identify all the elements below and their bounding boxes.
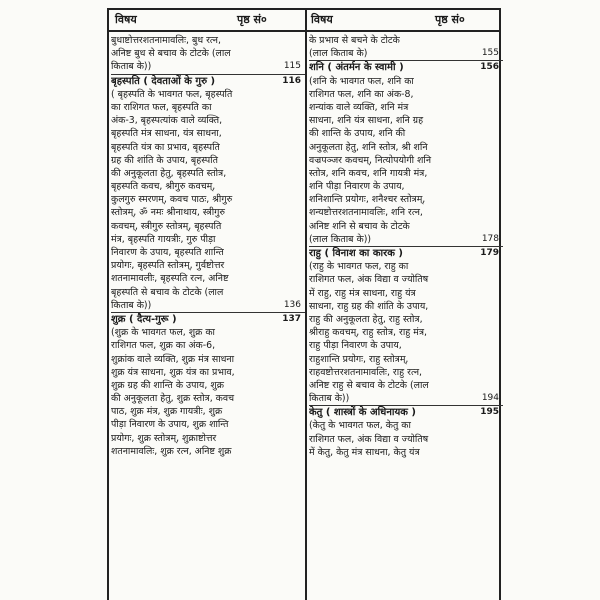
right-line — [309, 419, 503, 432]
left-line — [111, 259, 305, 272]
right-line — [309, 34, 503, 47]
right-line — [309, 287, 503, 300]
entry-text: अंक-3, बृहस्पत्यांक वाले व्यक्ति, — [111, 115, 223, 127]
left-line — [111, 233, 305, 246]
page-number: 155 — [481, 48, 499, 59]
entry-text: में केतु, केतु मंत्र साधना, केतु यंत्र — [309, 446, 420, 458]
right-page-heading: पृष्ठ सं० — [435, 13, 465, 26]
entry-text: (शुक्र के भावगत फल, शुक्र का — [111, 327, 215, 339]
entry-text: राशिगत फल, शुक्र का अंक-6, — [111, 340, 216, 352]
entry-text: अनिष्ट बुध से बचाव के टोटके (लाल — [111, 48, 231, 60]
entry-text: मंत्र, बृहस्पति गायत्रीः, गुरु पीड़ा — [111, 233, 216, 245]
entry-text: शुक्रांक वाले व्यक्ति, शुक्र मंत्र साधना — [111, 353, 235, 365]
left-line — [111, 299, 305, 312]
entry-text: प्रयोगः, शुक्र स्तोत्रम्, शुक्राष्टोत्तर — [111, 432, 217, 444]
left-line — [111, 101, 305, 114]
right-line — [309, 114, 503, 127]
entry-text: वज्रपञ्जर कवचम्, नित्योपयोगी शनि — [309, 154, 432, 166]
left-line — [111, 88, 305, 101]
right-line — [309, 220, 503, 233]
entry-text: का राशिगत फल, बृहस्पति का — [111, 101, 212, 113]
entry-text: अनिष्ट शनि से बचाव के टोटके — [309, 220, 410, 232]
entry-text: के प्रभाव से बचने के टोटके — [309, 35, 400, 46]
right-line — [309, 379, 503, 392]
right-line — [309, 353, 503, 366]
entry-text: साधना, राहु ग्रह की शांति के उपाय, — [309, 300, 429, 312]
entry-text: (शनि के भावगत फल, शनि का — [309, 75, 414, 87]
entry-text: स्तोत्रम्, ॐ नमः श्रीनाथाय, स्त्रीगुरु — [111, 207, 226, 219]
right-line — [309, 154, 503, 167]
entry-text: राशिगत फल, अंक विद्या व ज्योतिष — [309, 433, 429, 445]
entry-text: पीड़ा निवारण के उपाय, शुक्र शान्ति — [111, 419, 229, 431]
entry-text: शन्यांक वाले व्यक्ति, शनि मंत्र — [309, 101, 409, 113]
left-page-heading: पृष्ठ सं० — [237, 13, 267, 26]
left-entry-heading — [111, 312, 305, 326]
left-line — [111, 60, 305, 73]
left-line — [111, 220, 305, 233]
left-line — [111, 167, 305, 180]
entry-text: राहवष्टोत्तरशतनामावलिः, राहु रत्न, — [309, 366, 423, 378]
right-line — [309, 167, 503, 180]
left-line — [111, 366, 305, 379]
entry-text: किताब के)) — [111, 299, 152, 311]
page-number: 195 — [480, 407, 499, 418]
right-line — [309, 260, 503, 273]
left-line — [111, 353, 305, 366]
left-line — [111, 339, 305, 352]
left-line — [111, 141, 305, 154]
left-line — [111, 405, 305, 418]
entry-text: शुक्र ( दैत्य-गुरू ) — [111, 313, 177, 325]
left-line — [111, 154, 305, 167]
right-line — [309, 300, 503, 313]
right-line — [309, 233, 503, 246]
right-line — [309, 141, 503, 154]
entry-text: किताब के)) — [309, 393, 350, 405]
entry-text: शनि ( अंतर्मन के स्वामी ) — [309, 62, 404, 74]
entry-text: राहु की अनुकूलता हेतु, राहु स्तोत्र, — [309, 313, 423, 325]
right-line — [309, 101, 503, 114]
right-line — [309, 180, 503, 193]
left-line — [111, 272, 305, 285]
right-column — [309, 34, 503, 600]
entry-text: शनिशान्ति प्रयोगः, शनैश्चर स्तोत्रम्, — [309, 194, 426, 206]
right-entry-heading — [309, 60, 503, 74]
entry-text: श्रीराहु कवचम्, राहु स्तोत्र, राहु मंत्र, — [309, 327, 427, 339]
left-line — [111, 180, 305, 193]
left-line — [111, 286, 305, 299]
page-number: 136 — [283, 299, 301, 310]
right-line — [309, 88, 503, 101]
right-entry-heading — [309, 246, 503, 260]
page-number: 194 — [481, 393, 499, 404]
entry-text: शतनामावलिः, शुक्र रत्न, अनिष्ट शुक्र — [111, 445, 232, 457]
entry-text: बृहस्पति से बचाव के टोटके (लाल — [111, 286, 224, 298]
column-divider — [305, 10, 307, 600]
entry-text: में राहु, राहु मंत्र साधना, राहु यंत्र — [309, 287, 416, 299]
entry-text: बृहस्पति यंत्र का प्रभाव, बृहस्पति — [111, 141, 220, 153]
right-line — [309, 193, 503, 206]
entry-text: शुक्र यंत्र साधना, शुक्र यंत्र का प्रभाव, — [111, 366, 235, 378]
right-line — [309, 313, 503, 326]
entry-text: राहु पीड़ा निवारण के उपाय, — [309, 340, 402, 352]
entry-text: (केतु के भावगत फल, केतु का — [309, 420, 411, 432]
left-line — [111, 445, 305, 458]
right-line — [309, 366, 503, 379]
entry-text: राहुशान्ति प्रयोगः, राहु स्तोत्रम्, — [309, 353, 409, 365]
right-line — [309, 392, 503, 405]
entry-text: साधना, शनि यंत्र साधना, शनि ग्रह — [309, 115, 424, 127]
entry-text: स्तोत्र, शनि कवच, शनि गायत्री मंत्र, — [309, 167, 428, 179]
entry-text: राशिगत फल, शनि का अंक-8, — [309, 88, 414, 100]
entry-text: अनुकूलता हेतु, शनि स्तोत्र, श्री शनि — [309, 141, 428, 153]
entry-text: राशिगत फल, अंक विद्या व ज्योतिष — [309, 274, 429, 286]
entry-text: किताब के)) — [111, 61, 152, 73]
right-line — [309, 446, 503, 459]
entry-text: (लाल किताब के) — [309, 48, 368, 60]
entry-text: निवारण के उपाय, बृहस्पति शान्ति — [111, 247, 224, 258]
entry-text: शुक्र ग्रह की शान्ति के उपाय, शुक्र — [111, 379, 224, 391]
left-line — [111, 379, 305, 392]
right-line — [309, 433, 503, 446]
entry-text: बृहस्पति कवच, श्रीगुरु कवचम्, — [111, 181, 216, 193]
entry-text: की अनुकूलता हेतु, बृहस्पति स्तोत्र, — [111, 167, 227, 179]
entry-text: ग्रह की शांति के उपाय, बृहस्पति — [111, 154, 218, 166]
page-number: 116 — [282, 75, 301, 86]
index-table — [107, 8, 501, 600]
entry-text: ( बृहस्पति के भावगत फल, बृहस्पति — [111, 88, 233, 100]
left-line — [111, 392, 305, 405]
entry-text: राहु ( विनाश का कारक ) — [309, 248, 403, 259]
left-subject-heading: विषय — [115, 13, 137, 26]
right-line — [309, 75, 503, 88]
entry-text: बृहस्पति ( देवताओं के गुरु ) — [111, 75, 216, 87]
entry-text: केतु ( शास्त्रों के अधिनायक ) — [309, 407, 416, 419]
left-line — [111, 34, 305, 47]
page-number: 156 — [480, 62, 499, 73]
entry-text: शतनामावलीः, बृहस्पति रत्न, अनिष्ट — [111, 273, 229, 285]
right-line — [309, 47, 503, 60]
right-line — [309, 339, 503, 352]
right-subject-heading: विषय — [311, 13, 333, 26]
right-line — [309, 326, 503, 339]
left-line — [111, 432, 305, 445]
entry-text: पाठ, शुक्र मंत्र, शुक्र गायत्रीः, शुक्र — [111, 406, 223, 418]
entry-text: कवचम्, स्त्रीगुरु स्तोत्रम्, बृहस्पति — [111, 220, 222, 232]
page-number: 137 — [282, 313, 301, 324]
left-line — [111, 418, 305, 431]
table-header — [109, 10, 499, 32]
right-entry-heading — [309, 405, 503, 419]
entry-text: प्रयोगः, बृहस्पति स्तोत्रम्, गुर्वष्टोत्तर — [111, 260, 225, 272]
right-line — [309, 127, 503, 140]
right-line — [309, 273, 503, 286]
entry-text: बुधाष्टोत्तरशतनामावलिः, बुध रत्न, — [111, 35, 221, 46]
entry-text: शनि पीड़ा निवारण के उपाय, — [309, 181, 405, 193]
left-line — [111, 114, 305, 127]
entry-text: की शान्ति के उपाय, शनि की — [309, 128, 406, 140]
left-line — [111, 206, 305, 219]
entry-text: (लाल किताब के)) — [309, 233, 372, 245]
left-line — [111, 193, 305, 206]
page-number: 178 — [481, 233, 499, 244]
left-line — [111, 326, 305, 339]
page-number: 179 — [480, 248, 499, 258]
left-line — [111, 246, 305, 259]
entry-text: शन्यष्टोत्तरशतनामावलिः, शनि रत्न, — [309, 207, 423, 219]
left-line — [111, 127, 305, 140]
left-entry-heading — [111, 74, 305, 88]
entry-text: अनिष्ट राहु से बचाव के टोटके (लाल — [309, 379, 429, 391]
page-number: 115 — [283, 61, 301, 72]
left-line — [111, 47, 305, 60]
entry-text: बृहस्पति मंत्र साधना, यंत्र साधना, — [111, 128, 222, 140]
right-line — [309, 206, 503, 219]
entry-text: (राहु के भावगत फल, राहु का — [309, 261, 409, 273]
left-column — [111, 34, 305, 600]
entry-text: कुलगुरु स्मरणम्, कवच पाठः, श्रीगुरु — [111, 194, 233, 206]
entry-text: की अनुकूलता हेतु, शुक्र स्तोत्र, कवच — [111, 393, 235, 405]
